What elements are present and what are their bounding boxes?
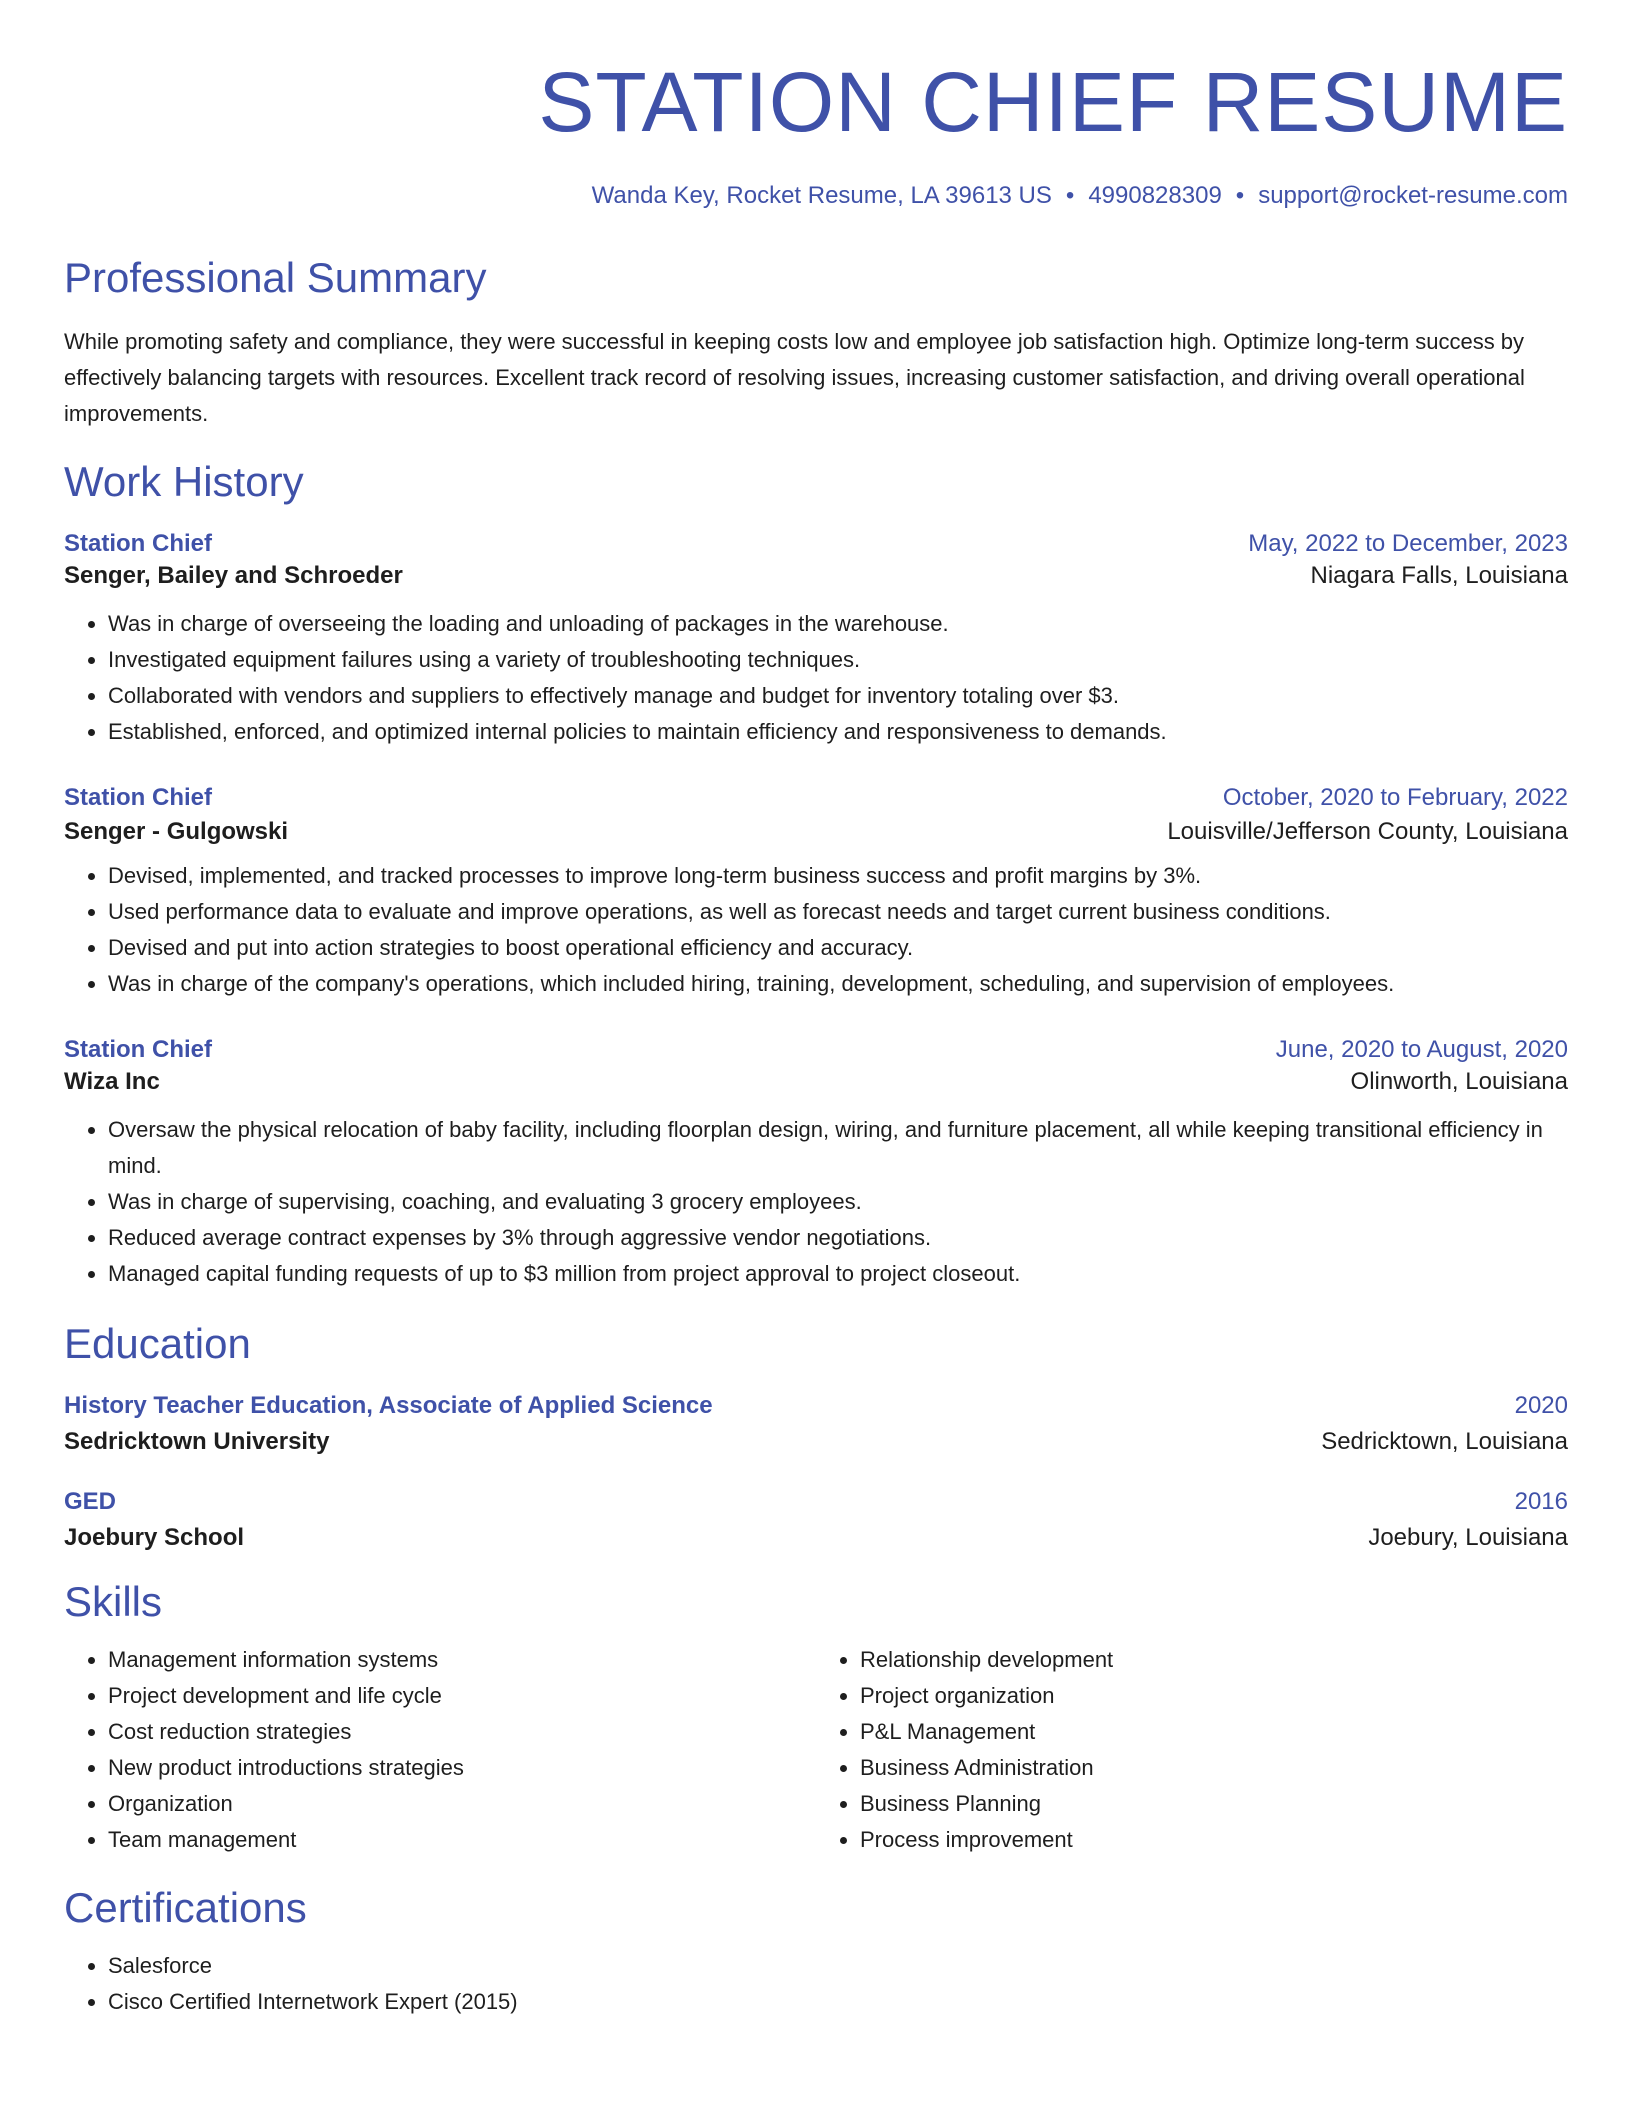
job-company: Senger - Gulgowski bbox=[64, 818, 289, 845]
contact-separator: • bbox=[1065, 182, 1075, 209]
job-role: Station Chief bbox=[64, 530, 212, 557]
skill-item: • P&L Management bbox=[860, 1714, 1568, 1750]
job-company: Senger, Bailey and Schroeder bbox=[64, 562, 403, 589]
job-location: Louisville/Jefferson County, Louisiana bbox=[1167, 818, 1568, 845]
job-bullet: • Established, enforced, and optimized internal policies to maintain efficiency and responsiveness to demands. bbox=[108, 714, 1568, 750]
job-bullets bbox=[64, 858, 1568, 1002]
skills-column-left bbox=[64, 1642, 816, 1858]
summary-heading: Professional Summary bbox=[64, 254, 487, 301]
contact-email[interactable]: support@rocket-resume.com bbox=[1258, 182, 1568, 209]
contact-phone: 4990828309 bbox=[1088, 182, 1222, 209]
skill-item: • Business Planning bbox=[860, 1786, 1568, 1822]
skill-item: • Management information systems bbox=[108, 1642, 816, 1678]
job-bullet: • Oversaw the physical relocation of baby facility, including floorplan design, wiring, and furniture placement, all while keeping transitional efficiency in mind. bbox=[108, 1112, 1568, 1184]
job-role: Station Chief bbox=[64, 784, 212, 811]
skill-item: • Team management bbox=[108, 1822, 816, 1858]
contact-separator: • bbox=[1235, 182, 1245, 209]
skill-item: • Organization bbox=[108, 1786, 816, 1822]
skill-item: • Relationship development bbox=[860, 1642, 1568, 1678]
resume-title: STATION CHIEF RESUME bbox=[538, 55, 1568, 149]
job-bullet: • Devised and put into action strategies to boost operational efficiency and accuracy. bbox=[108, 930, 1568, 966]
job-location: Olinworth, Louisiana bbox=[1350, 1068, 1568, 1095]
job-bullet: • Devised, implemented, and tracked processes to improve long-term business success and profit margins by 3%. bbox=[108, 858, 1568, 894]
certifications-list bbox=[64, 1948, 1568, 2020]
job-bullets bbox=[64, 606, 1568, 750]
certification-item: • Salesforce bbox=[108, 1948, 1568, 1984]
job-bullet: • Was in charge of supervising, coaching, and evaluating 3 grocery employees. bbox=[108, 1184, 1568, 1220]
skill-item: • Project development and life cycle bbox=[108, 1678, 816, 1714]
job-bullet: • Used performance data to evaluate and improve operations, as well as forecast needs and target current business conditions. bbox=[108, 894, 1568, 930]
education-location: Joebury, Louisiana bbox=[1368, 1524, 1568, 1551]
skill-item: • Business Administration bbox=[860, 1750, 1568, 1786]
education-degree: History Teacher Education, Associate of Applied Science bbox=[64, 1392, 713, 1419]
skills-grid bbox=[64, 1642, 1568, 1858]
job-location: Niagara Falls, Louisiana bbox=[1310, 562, 1568, 589]
summary-text: While promoting safety and compliance, they were successful in keeping costs low and employee job satisfaction high. Optimize long-term success by effectively balancing targets with resources. Excellent track record of resolving issues, increasing customer satisfaction, and driving overall operational improvements. bbox=[64, 329, 1525, 426]
skills-heading: Skills bbox=[64, 1578, 163, 1625]
education-school: Joebury School bbox=[64, 1524, 245, 1551]
job-bullets bbox=[64, 1112, 1568, 1292]
job-dates: June, 2020 to August, 2020 bbox=[1275, 1036, 1568, 1063]
education-school: Sedricktown University bbox=[64, 1428, 330, 1455]
certifications-heading: Certifications bbox=[64, 1884, 307, 1931]
job-bullet: • Reduced average contract expenses by 3% through aggressive vendor negotiations. bbox=[108, 1220, 1568, 1256]
job-entry bbox=[64, 784, 1568, 1002]
job-bullet: • Was in charge of overseeing the loading and unloading of packages in the warehouse. bbox=[108, 606, 1568, 642]
education-year: 2020 bbox=[1514, 1392, 1568, 1419]
education-entry bbox=[64, 1392, 1568, 1456]
certification-item: • Cisco Certified Internetwork Expert (2015) bbox=[108, 1984, 1568, 2020]
job-role: Station Chief bbox=[64, 1036, 212, 1063]
job-bullet: • Collaborated with vendors and suppliers to effectively manage and budget for inventory totaling over $3. bbox=[108, 678, 1568, 714]
job-bullet: • Investigated equipment failures using a variety of troubleshooting techniques. bbox=[108, 642, 1568, 678]
education-year: 2016 bbox=[1514, 1488, 1568, 1515]
job-entry bbox=[64, 1036, 1568, 1292]
education-location: Sedricktown, Louisiana bbox=[1321, 1428, 1568, 1455]
contact-address: Wanda Key, Rocket Resume, LA 39613 US bbox=[591, 182, 1052, 209]
job-company: Wiza Inc bbox=[64, 1068, 160, 1095]
job-dates: October, 2020 to February, 2022 bbox=[1222, 784, 1568, 811]
skill-item: • New product introductions strategies bbox=[108, 1750, 816, 1786]
job-dates: May, 2022 to December, 2023 bbox=[1248, 530, 1568, 557]
skill-item: • Cost reduction strategies bbox=[108, 1714, 816, 1750]
skill-item: • Project organization bbox=[860, 1678, 1568, 1714]
job-entry bbox=[64, 530, 1568, 750]
job-bullet: • Managed capital funding requests of up to $3 million from project approval to project closeout. bbox=[108, 1256, 1568, 1292]
job-bullet: • Was in charge of the company's operations, which included hiring, training, development, scheduling, and supervision of employees. bbox=[108, 966, 1568, 1002]
skills-column-right bbox=[816, 1642, 1568, 1858]
education-entry bbox=[64, 1488, 1568, 1552]
contact-line bbox=[64, 182, 1568, 210]
education-heading: Education bbox=[64, 1320, 251, 1367]
education-degree: GED bbox=[64, 1488, 117, 1515]
skill-item: • Process improvement bbox=[860, 1822, 1568, 1858]
work-history-heading: Work History bbox=[64, 458, 304, 505]
